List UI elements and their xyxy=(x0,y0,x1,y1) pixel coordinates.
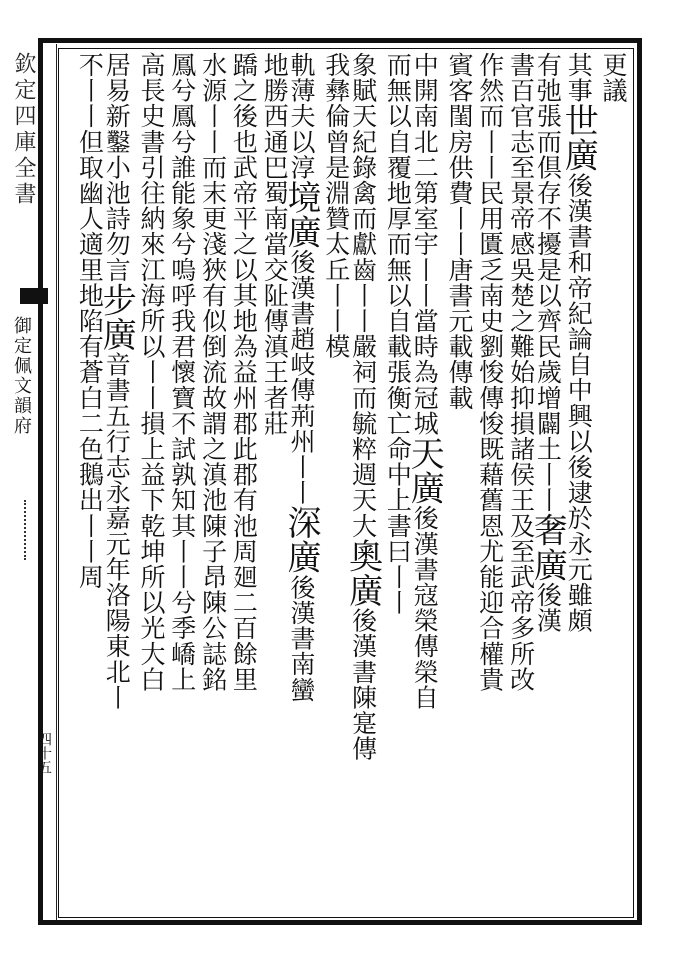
text-column xyxy=(508,52,534,692)
text-column xyxy=(200,52,226,692)
text-segment: 傳滇王者莊 xyxy=(260,308,290,436)
text-segment: 賓客閨房供費丨丨唐書元載傳載 xyxy=(445,52,474,411)
text-segment: 後漢書陳寔傳 xyxy=(348,607,378,762)
text-segment: 象賦天紀錄禽而獻齒丨丨嚴祠而毓粹 xyxy=(348,52,378,462)
text-column xyxy=(527,52,568,634)
text-segment: 其事 xyxy=(564,52,594,104)
text-segment: 有弛張而倶存不擾是以齊民歲增闢土丨丨 xyxy=(533,52,563,513)
text-segment: 贊太丘丨丨模 xyxy=(321,205,351,360)
text-segment: 蹻之後也武帝平之以其地為益州郡此郡有池周廻二百餘里 xyxy=(229,52,259,692)
text-segment: 而無以自覆地厚而無以自載張衡 xyxy=(383,52,413,411)
text-segment: 我彝倫曾是淵 xyxy=(321,52,351,206)
headword: 天廣 xyxy=(404,436,445,506)
text-segment: 軌薄夫以淳 xyxy=(287,52,316,180)
headword: 奢廣 xyxy=(527,512,568,583)
text-segment: 不丨丨但取幽人適 xyxy=(75,52,105,257)
headword: 奧廣 xyxy=(342,538,383,608)
text-segment: 後漢 xyxy=(533,582,563,634)
text-segment: 高長史書引往納來江海所以丨丨損上益下乾坤所以光大白 xyxy=(137,52,166,692)
text-segment: 音書五行志永嘉元年洛陽東北丨 xyxy=(102,351,132,711)
text-segment: 中開南北二第室宇丨丨當時為冠 xyxy=(410,52,440,411)
text-column xyxy=(260,52,290,436)
text-segment: 後漢書趙岐傳荊州丨丨 xyxy=(287,249,316,506)
text-segment: 書百官志至景帝感吳楚之難始抑損諸侯王及至武帝多所改 xyxy=(506,52,536,692)
headword: 步廣 xyxy=(96,282,137,352)
text-column xyxy=(600,52,626,103)
text-column xyxy=(404,52,445,711)
text-segment: 週天大 xyxy=(348,461,378,539)
dotted-mark xyxy=(24,500,28,560)
text-column xyxy=(323,52,349,359)
page-number: 四十五 xyxy=(36,732,52,774)
text-segment: 作然而丨丨民用匱乏南史劉悛傳悛既藉舊恩尤能迎合權貴 xyxy=(475,52,505,692)
text-segment: 更議 xyxy=(599,52,628,104)
text-column xyxy=(383,52,413,616)
text-column xyxy=(558,52,599,634)
text-segment: 水源丨丨而末更淺狹有似倒流故謂之滇池陳子昂陳公誌銘 xyxy=(198,52,228,692)
headword: 世廣 xyxy=(558,103,599,173)
text-column xyxy=(446,52,472,410)
text-column xyxy=(229,52,259,692)
text-column xyxy=(96,52,137,711)
text-segment: 里地陷有蒼白二色鵝出丨丨周 xyxy=(75,256,105,590)
text-segment: 鳳兮鳳兮誰能象兮嗚呼我君懷寶不試孰知其丨丨兮季嶠上 xyxy=(167,52,197,692)
series-header: 欽定四庫全書 xyxy=(11,52,36,208)
text-column xyxy=(138,52,164,692)
text-column xyxy=(75,52,105,590)
text-segment: 後漢書南蠻 xyxy=(287,574,316,703)
text-segment: 亡命中上書曰丨丨 xyxy=(383,410,413,616)
headword: 境廣 xyxy=(281,180,321,250)
text-segment: 城 xyxy=(410,410,440,437)
text-segment: 地勝西通巴蜀南當交阯 xyxy=(260,52,290,308)
text-segment: 居易新鑿小池詩勿言 xyxy=(102,52,132,283)
book-title: 御定佩文韻府 xyxy=(11,316,32,436)
text-column xyxy=(342,52,383,762)
headword: 深廣 xyxy=(281,505,321,575)
text-column xyxy=(477,52,503,692)
text-column xyxy=(169,52,195,692)
text-segment: 後漢書和帝紀論自中興以後逮於永元雖頗 xyxy=(564,172,594,634)
text-column xyxy=(281,52,321,703)
text-segment: 後漢書寇榮傳榮自 xyxy=(410,505,440,711)
